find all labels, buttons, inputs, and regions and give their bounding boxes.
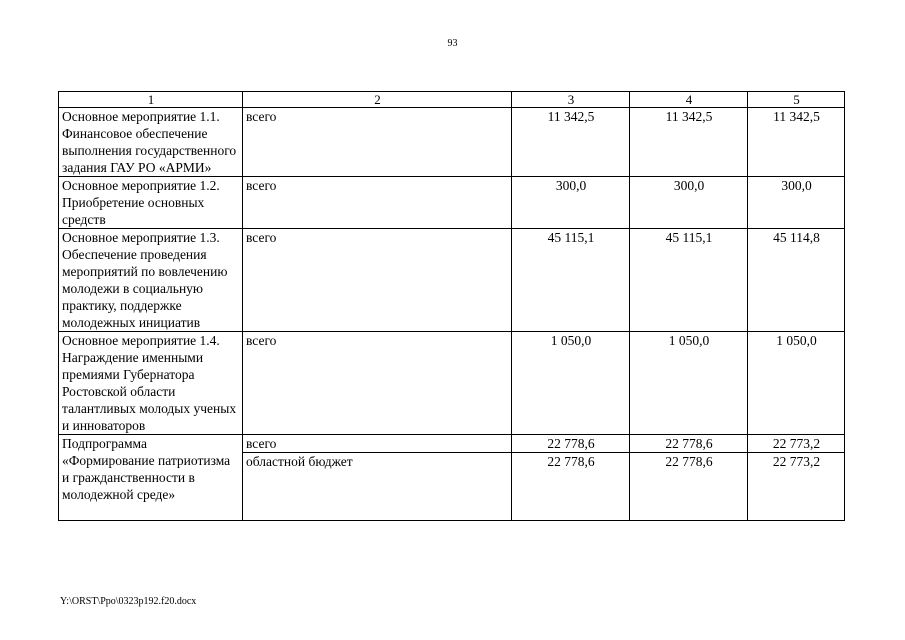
value-col-5: 300,0: [748, 177, 845, 229]
value-col-5: 22 773,2: [748, 435, 845, 453]
table-row: [59, 177, 845, 229]
funding-source: областной бюджет: [243, 453, 512, 521]
value-col-5: 45 114,8: [748, 229, 845, 332]
value-col-5: 1 050,0: [748, 332, 845, 435]
value-col-3: 11 342,5: [512, 108, 630, 177]
value-col-4: 45 115,1: [630, 229, 748, 332]
value-col-4: 22 778,6: [630, 435, 748, 453]
subprogram-row: [59, 435, 845, 453]
funding-source: всего: [243, 177, 512, 229]
value-col-4: 11 342,5: [630, 108, 748, 177]
activity-name: Основное мероприятие 1.3. Обеспечение проведения мероприятий по вовлечению молодежи в социальную практику, поддержке молодежных инициатив: [59, 229, 243, 332]
page-number: 93: [447, 38, 458, 49]
value-col-5: 11 342,5: [748, 108, 845, 177]
value-col-4: 1 050,0: [630, 332, 748, 435]
activity-name: Основное мероприятие 1.2. Приобретение основных средств: [59, 177, 243, 229]
value-col-3: 22 778,6: [512, 435, 630, 453]
value-col-5: 22 773,2: [748, 453, 845, 521]
funding-source: всего: [243, 332, 512, 435]
header-col-4: 4: [630, 92, 748, 108]
funding-source: всего: [243, 229, 512, 332]
file-path-footer: Y:\ORST\Ppo\0323p192.f20.docx: [60, 596, 197, 607]
header-col-2: 2: [243, 92, 512, 108]
value-col-3: 22 778,6: [512, 453, 630, 521]
activity-name: Основное мероприятие 1.4. Награждение именными премиями Губернатора Ростовской области талантливых молодых ученых и инноваторов: [59, 332, 243, 435]
funding-source: всего: [243, 108, 512, 177]
activity-name: Основное мероприятие 1.1. Финансовое обеспечение выполнения государственного задания ГАУ РО «АРМИ»: [59, 108, 243, 177]
header-col-5: 5: [748, 92, 845, 108]
value-col-3: 1 050,0: [512, 332, 630, 435]
table-row: [59, 108, 845, 177]
funding-source: всего: [243, 435, 512, 453]
table-row: [59, 332, 845, 435]
header-col-1: 1: [59, 92, 243, 108]
table-header-row: [59, 92, 845, 108]
value-col-3: 45 115,1: [512, 229, 630, 332]
header-col-3: 3: [512, 92, 630, 108]
value-col-4: 22 778,6: [630, 453, 748, 521]
table-row: [59, 229, 845, 332]
budget-table: [58, 91, 845, 521]
subprogram-name: Подпрограмма «Формирование патриотизма и гражданственности в молодежной среде»: [59, 435, 243, 521]
value-col-3: 300,0: [512, 177, 630, 229]
value-col-4: 300,0: [630, 177, 748, 229]
